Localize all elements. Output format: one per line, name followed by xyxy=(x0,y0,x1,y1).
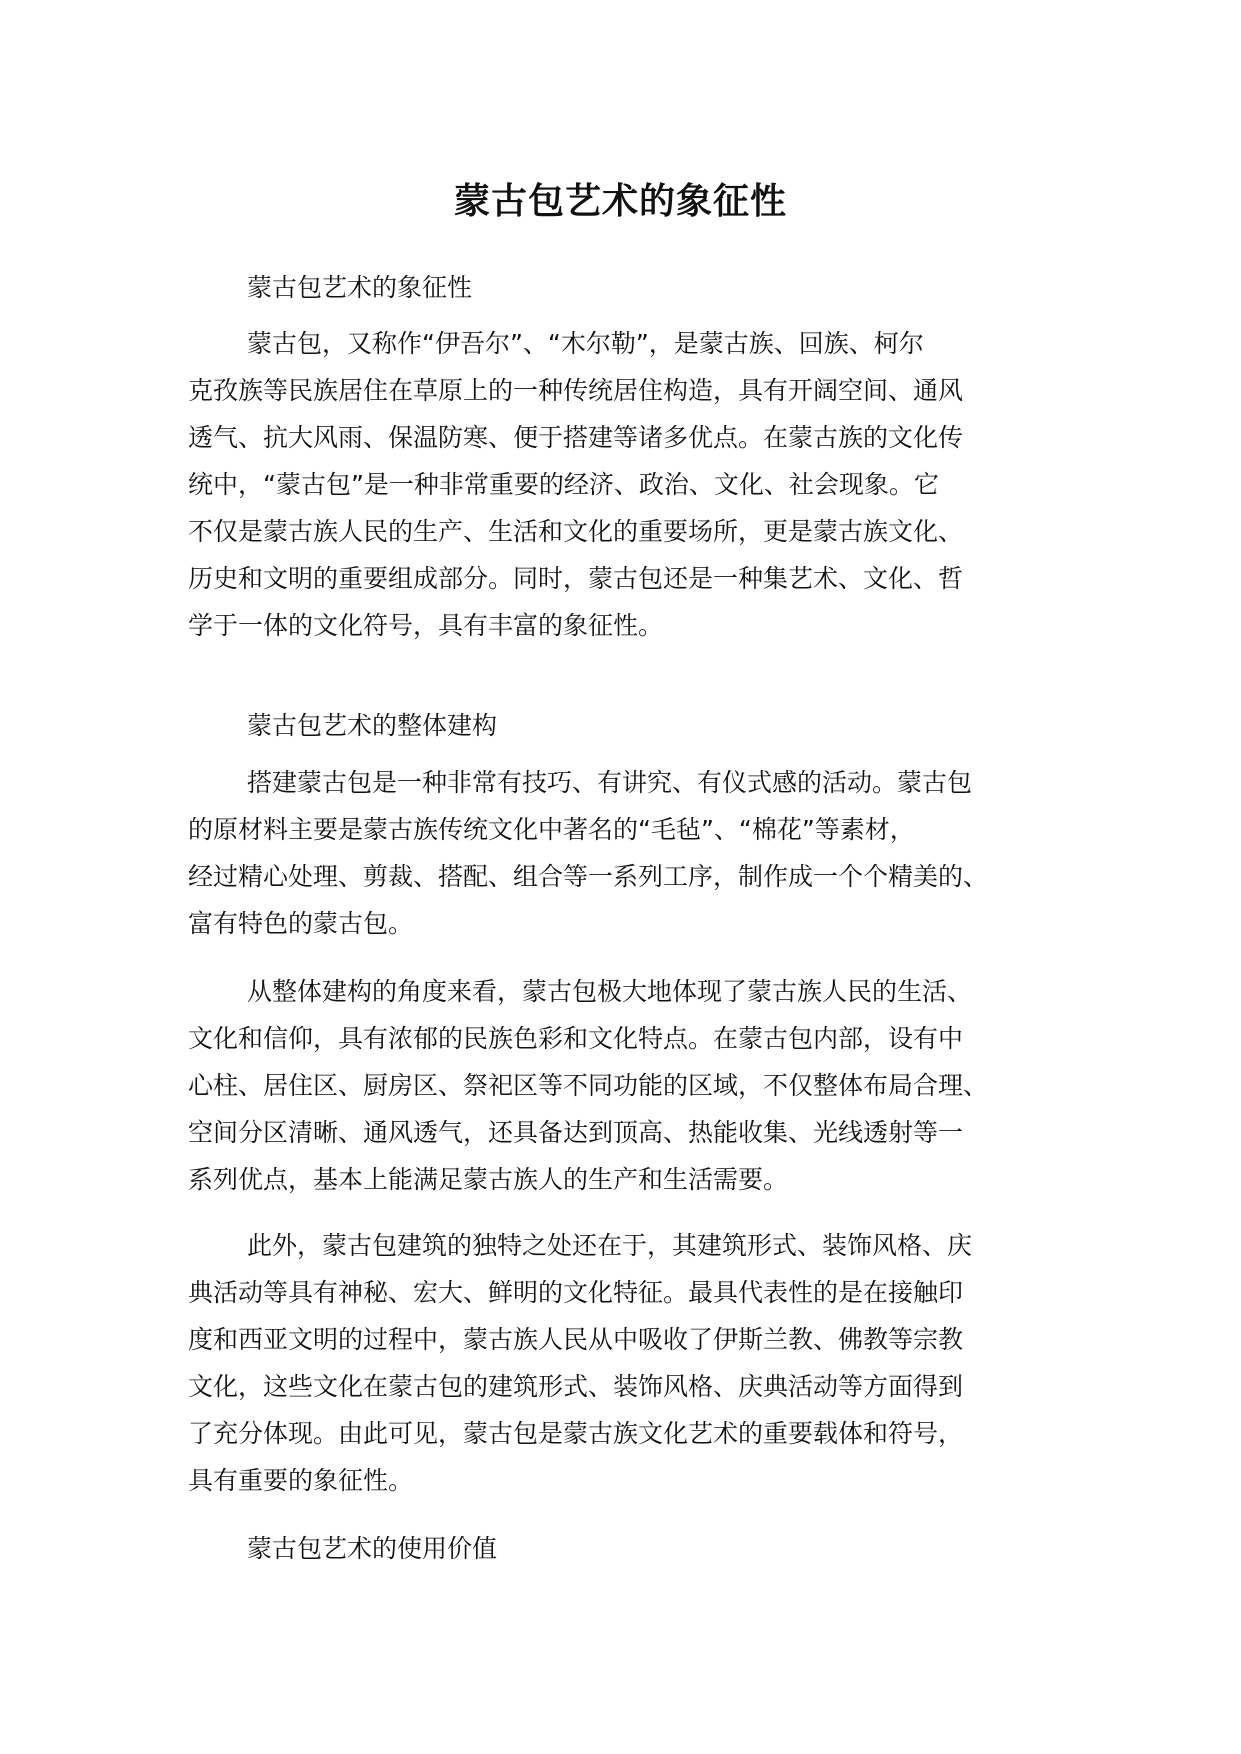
paragraph-line: 不仅是蒙古族人民的生产、生活和文化的重要场所，更是蒙古族文化、 xyxy=(188,517,964,546)
paragraph xyxy=(188,968,988,1203)
paragraph-line: 经过精心处理、剪裁、搭配、组合等一系列工序，制作成一个个精美的、 xyxy=(188,862,989,891)
section-heading xyxy=(188,702,497,749)
paragraph-line: 空间分区清晰、通风透气，还具备达到顶高、热能收集、光线透射等一 xyxy=(188,1118,964,1147)
paragraph xyxy=(188,320,963,649)
paragraph-line: 从整体建构的角度来看，蒙古包极大地体现了蒙古族人民的生活、 xyxy=(247,977,973,1006)
paragraph-line: 文化，这些文化在蒙古包的建筑形式、装饰风格、庆典活动等方面得到 xyxy=(188,1372,964,1401)
paragraph-line: 搭建蒙古包是一种非常有技巧、有讲究、有仪式感的活动。蒙古包 xyxy=(247,768,973,797)
paragraph-line: 具有重要的象征性。 xyxy=(188,1466,414,1495)
paragraph-line: 度和西亚文明的过程中，蒙古族人民从中吸收了伊斯兰教、佛教等宗教 xyxy=(188,1325,964,1354)
paragraph-line: 此外，蒙古包建筑的独特之处还在于，其建筑形式、装饰风格、庆 xyxy=(247,1231,973,1260)
heading-text: 蒙古包艺术的整体建构 xyxy=(247,711,498,740)
paragraph-line: 透气、抗大风雨、保温防寒、便于搭建等诸多优点。在蒙古族的文化传 xyxy=(188,423,964,452)
paragraph-line: 了充分体现。由此可见，蒙古包是蒙古族文化艺术的重要载体和符号， xyxy=(188,1419,964,1448)
paragraph xyxy=(188,1222,972,1504)
section-heading xyxy=(188,1525,497,1572)
paragraph-line: 学于一体的文化符号，具有丰富的象征性。 xyxy=(188,611,664,640)
heading-text: 蒙古包艺术的象征性 xyxy=(247,273,473,302)
paragraph-line: 蒙古包，又称作“伊吾尔”、“木尔勒”，是蒙古族、回族、柯尔 xyxy=(247,329,924,358)
paragraph-line: 克孜族等民族居住在草原上的一种传统居住构造，具有开阔空间、通风 xyxy=(188,376,964,405)
paragraph-line: 心柱、居住区、厨房区、祭祀区等不同功能的区域，不仅整体布局合理、 xyxy=(188,1071,989,1100)
paragraph-line: 文化和信仰，具有浓郁的民族色彩和文化特点。在蒙古包内部，设有中 xyxy=(188,1024,964,1053)
paragraph-line: 典活动等具有神秘、宏大、鲜明的文化特征。最具代表性的是在接触印 xyxy=(188,1278,964,1307)
paragraph xyxy=(188,759,988,947)
section-heading xyxy=(188,264,472,311)
paragraph-line: 系列优点，基本上能满足蒙古族人的生产和生活需要。 xyxy=(188,1165,789,1194)
heading-text: 蒙古包艺术的使用价值 xyxy=(247,1534,498,1563)
page-title: 蒙古包艺术的象征性 xyxy=(453,181,787,222)
paragraph-line: 统中，“蒙古包”是一种非常重要的经济、政治、文化、社会现象。它 xyxy=(188,470,939,499)
paragraph-line: 的原材料主要是蒙古族传统文化中著名的“毛毡”、“棉花”等素材， xyxy=(188,815,915,844)
paragraph-line: 历史和文明的重要组成部分。同时，蒙古包还是一种集艺术、文化、哲 xyxy=(188,564,964,593)
paragraph-line: 富有特色的蒙古包。 xyxy=(188,909,414,938)
